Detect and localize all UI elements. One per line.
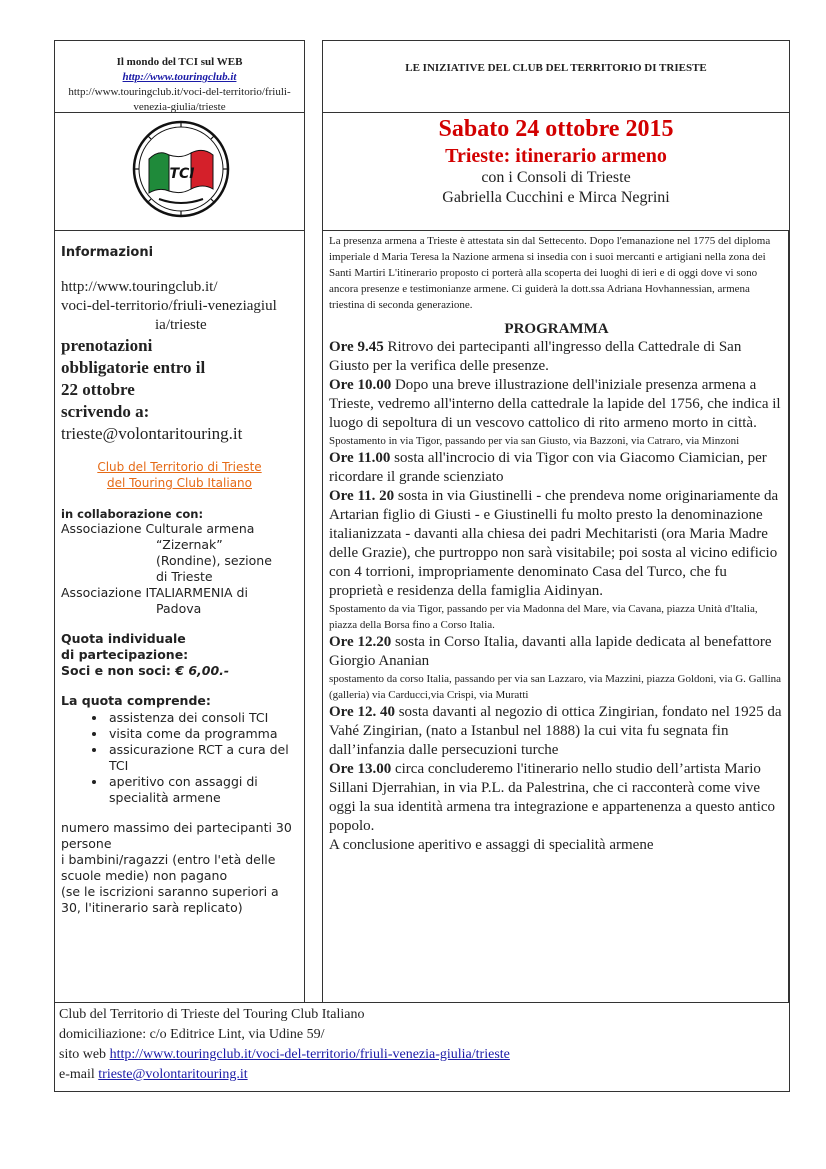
event-hosts-line1: con i Consoli di Trieste xyxy=(481,169,631,186)
list-item: • assicurazione RCT a cura del TCI xyxy=(107,742,298,774)
info-label: Informazioni xyxy=(61,245,154,260)
territory-url: http://www.touringclub.it/voci-del-territorio/friuli-venezia-giulia/trieste xyxy=(68,86,291,113)
includes-list xyxy=(61,710,298,806)
quota xyxy=(61,631,298,679)
footer xyxy=(54,1002,790,1092)
event-hosts-line2: Gabriella Cucchini e Mirca Negrini xyxy=(442,189,670,206)
collab1-line3: (Rondine), sezione xyxy=(156,553,272,568)
program-panel xyxy=(322,230,790,1003)
note-kids: i bambini/ragazzi (entro l'età delle scuole medie) non pagano xyxy=(61,852,276,883)
quota-line2: di partecipazione: xyxy=(61,647,189,662)
note-repeat: (se le iscrizioni saranno superiori a 30, l'itinerario sarà replicato) xyxy=(61,884,279,915)
program-text: Ritrovo dei partecipanti all'ingresso della Cattedrale di San Giusto per la verifica delle presenze. xyxy=(329,339,742,374)
footer-site-link[interactable]: http://www.touringclub.it/voci-del-territorio/friuli-venezia-giulia/trieste xyxy=(109,1047,510,1062)
collab-armena xyxy=(61,521,298,585)
footer-address: domiciliazione: c/o Editrice Lint, via Udine 59/ xyxy=(59,1027,325,1042)
program-time: Ore 10.00 xyxy=(329,377,392,393)
includes-label: La quota comprende: xyxy=(61,693,211,708)
initiatives-title: LE INIZIATIVE DEL CLUB DEL TERRITORIO DI TRIESTE xyxy=(405,62,707,74)
left-header xyxy=(54,40,305,113)
right-header xyxy=(322,40,790,113)
collab1-line1: Associazione Culturale armena xyxy=(61,521,255,536)
collab2-line1: Associazione ITALIARMENIA di xyxy=(61,585,248,600)
info-url xyxy=(61,278,298,335)
column-divider xyxy=(788,230,790,1003)
program-text: Dopo una breve illustrazione dell'iniziale presenza armena a Trieste, vedremo all'interno della cattedrale la lapide del 1756, che indica il luogo di sepoltura di un vescovo cattolico di rito armeno morto in città. xyxy=(329,377,781,431)
notes xyxy=(61,820,298,916)
program-text: sosta all'incrocio di via Tigor con via Giacomo Ciamician, per ricordare il grande scienziato xyxy=(329,450,767,485)
program-text: circa concluderemo l'itinerario nello studio dell’artista Mario Sillani Djerrahian, in via P.L. da Palestrina, che ci racconterà come vive oggi la sua identità armena tra integrazione e appartenenza a questo antico popolo. xyxy=(329,761,776,834)
program-text: sosta in Corso Italia, davanti alla lapide dedicata al benefattore Giorgio Ananian xyxy=(329,634,772,669)
quota-line3: Soci e non soci: xyxy=(61,663,176,678)
logo-text: TCI xyxy=(169,166,195,182)
program-item xyxy=(329,487,784,601)
web-title: Il mondo del TCI sul WEB xyxy=(116,56,243,68)
booking-line4: scrivendo a: xyxy=(61,402,150,421)
collab-italiarmenia xyxy=(61,585,298,617)
info-url-part1: http://www.touringclub.it/ xyxy=(61,279,218,295)
program-time: Ore 11.00 xyxy=(329,450,391,466)
touringclub-link[interactable]: http://www.touringclub.it xyxy=(122,71,237,83)
list-item: • assistenza dei consoli TCI xyxy=(107,710,298,726)
program-time: Ore 13.00 xyxy=(329,761,392,777)
club-link xyxy=(61,459,298,491)
program-time: Ore 9.45 xyxy=(329,339,384,355)
booking-line2: obbligatorie entro il xyxy=(61,358,206,377)
program-item xyxy=(329,633,784,671)
list-item: • visita come da programma xyxy=(107,726,298,742)
booking-email[interactable]: trieste@volontaritouring.it xyxy=(61,424,243,443)
program-text: sosta davanti al negozio di ottica Zingirian, fondato nel 1925 da Vahé Zingirian, (nato a Istanbul nel 1888) la cui vita fu segnata fin dall’infanzia dalle persecuzioni turche xyxy=(329,704,782,758)
list-item: • aperitivo con assaggi di specialità armene xyxy=(107,774,298,806)
booking-notice xyxy=(61,335,298,423)
collab-label: in collaborazione con: xyxy=(61,507,204,521)
collab2-line2: Padova xyxy=(156,601,202,616)
program-text: sosta in via Giustinelli - che prendeva nome originariamente da Artarian figlio di Giusti - e Giustinelli fu molto presto la denominazione italianizzata - davanti alla chiesa dei padri Mechitaristi (ora Maria Madre delle Grazie), che purtroppo non sarà visitabile; poi sosta al vicino edificio con 4 torrioni, impropriamente denominato Casa del Turco, che fu proprietà e residenza della famiglia Aidinyan. xyxy=(329,488,779,599)
event-title-box xyxy=(322,112,790,231)
info-url-part2: voci-del-territorio/friuli-veneziagiul xyxy=(61,298,277,314)
program-time: Ore 12.20 xyxy=(329,634,392,650)
collab1-line2: “Zizernak” xyxy=(156,537,223,552)
booking-line1: prenotazioni xyxy=(61,336,153,355)
collab1-line4: di Trieste xyxy=(156,569,213,584)
quota-line1: Quota individuale xyxy=(61,631,186,646)
program-title: PROGRAMMA xyxy=(504,321,609,337)
club-link-line2[interactable]: del Touring Club Italiano xyxy=(106,476,252,490)
footer-email-label: e-mail xyxy=(59,1067,99,1082)
event-subtitle: Trieste: itinerario armeno xyxy=(445,145,667,167)
tci-logo xyxy=(131,119,231,219)
note-max-participants: numero massimo dei partecipanti 30 persone xyxy=(61,820,292,851)
route-note: Spostamento in via Tigor, passando per via san Giusto, via Bazzoni, via Catraro, via Minzoni xyxy=(329,435,740,447)
logo-box xyxy=(54,112,305,231)
program-item xyxy=(329,376,784,433)
program-item xyxy=(329,338,784,376)
route-note: spostamento da corso Italia, passando per via san Lazzaro, via Mazzini, piazza Goldoni, via G. Gallina (galleria) via Carducci,via Crispi, via Muratti xyxy=(329,673,782,701)
footer-email-link[interactable]: trieste@volontaritouring.it xyxy=(98,1067,248,1082)
program-item xyxy=(329,449,784,487)
program-item xyxy=(329,760,784,836)
info-panel xyxy=(54,230,305,1003)
quota-price: € 6,00.- xyxy=(175,663,230,678)
info-url-part3: ia/trieste xyxy=(155,317,207,333)
program-time: Ore 12. 40 xyxy=(329,704,395,720)
club-link-line1[interactable]: Club del Territorio di Trieste xyxy=(97,460,262,474)
event-date: Sabato 24 ottobre 2015 xyxy=(438,116,674,142)
program-time: Ore 11. 20 xyxy=(329,488,395,504)
footer-site-label: sito web xyxy=(59,1047,110,1062)
intro-text: La presenza armena a Trieste è attestata sin dal Settecento. Dopo l'emanazione nel 1775 del diploma imperiale d Maria Teresa la Nazione armena si insedia con i suoi mercanti e artigiani nella zona dei Santi Martiri L'itinerario proposto ci porterà alla scoperta dei luoghi di ieri e di oggi dove vi sono ancora presenze e testimonianze armene. Ci guiderà la dott.ssa Adriana Hovhannessian, armena triestina di seconda generazione. xyxy=(329,235,771,311)
booking-line3: 22 ottobre xyxy=(61,380,135,399)
program-item xyxy=(329,703,784,760)
program-conclusion: A conclusione aperitivo e assaggi di specialità armene xyxy=(329,837,654,853)
route-note: Spostamento da via Tigor, passando per via Madonna del Mare, via Cavana, piazza Unità d'Italia, piazza della Borsa fino a Corso Italia. xyxy=(329,603,758,631)
footer-club: Club del Territorio di Trieste del Touring Club Italiano xyxy=(59,1007,365,1022)
